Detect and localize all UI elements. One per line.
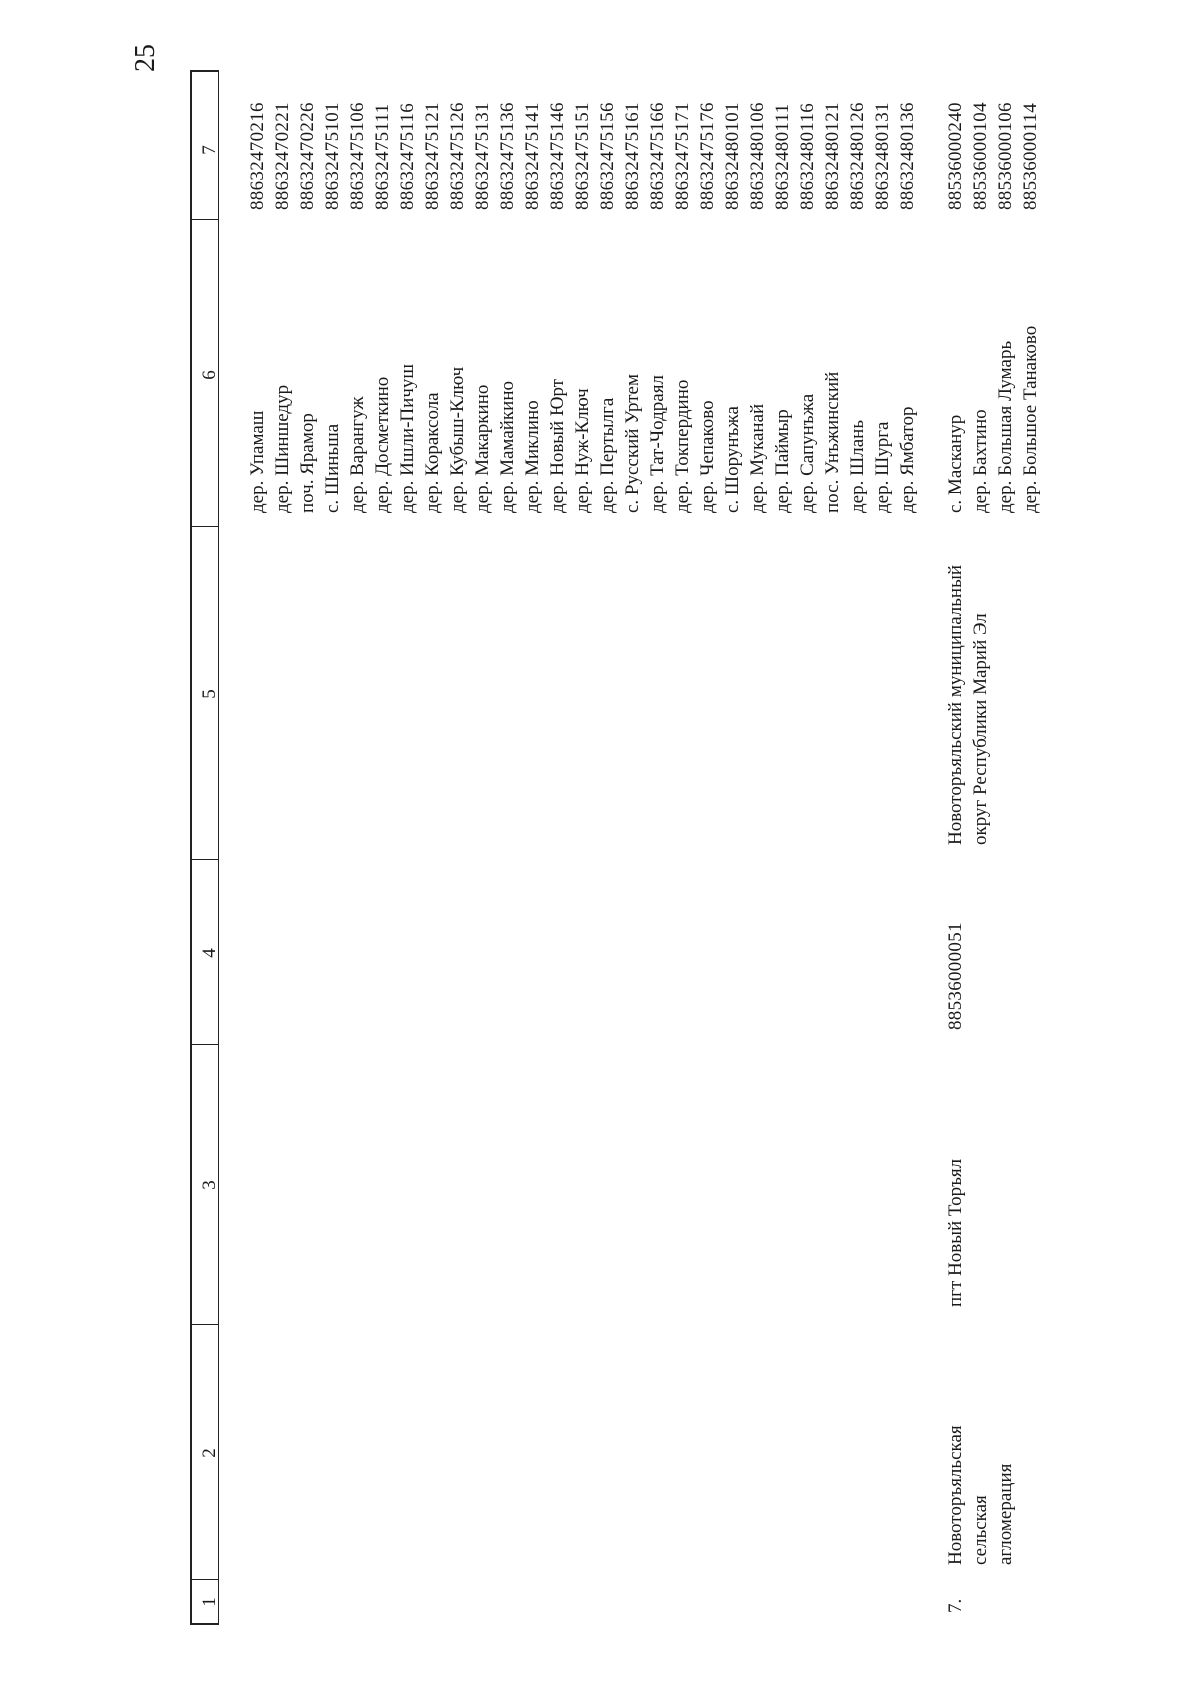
page-number: 25	[130, 44, 161, 72]
header-bottom-border	[218, 70, 219, 1625]
settlement-name: дер. Паймыр	[772, 409, 793, 513]
settlement-code: 88632480131	[872, 102, 893, 210]
col-separator	[190, 70, 218, 72]
settlement-name: дер. Миклино	[522, 400, 543, 513]
settlement-code: 88632475136	[497, 102, 518, 210]
settlement-name: дер. Макаркино	[472, 384, 493, 513]
agglomeration-name-line2: сельская	[970, 1495, 991, 1565]
settlement-name: дер. Большая Лумарь	[995, 340, 1016, 513]
settlement-code: 88632480136	[897, 102, 918, 210]
settlement-code: 88632480126	[847, 102, 868, 210]
settlement-name: дер. Большое Танаково	[1020, 325, 1041, 513]
col-separator	[190, 1044, 218, 1045]
settlement-code: 88536000106	[995, 102, 1016, 210]
settlement-name: дер. Упамаш	[247, 410, 268, 513]
settlement-code: 88632480106	[747, 102, 768, 210]
settlement-name: дер. Муканай	[747, 403, 768, 513]
settlement-code: 88632480101	[722, 102, 743, 210]
settlement-name: дер. Сапунъжа	[797, 393, 818, 513]
agglomeration-name-line1: Новоторъяльская	[945, 1425, 966, 1565]
settlement-code: 88632475131	[472, 102, 493, 210]
column-number-1: 1	[199, 1597, 220, 1607]
settlement-code: 88632475141	[522, 102, 543, 210]
settlement-name: пос. Унъжинский	[822, 371, 843, 513]
settlement-code: 88632475166	[647, 102, 668, 210]
settlement-code: 88632475176	[697, 102, 718, 210]
settlement-code: 88632480121	[822, 102, 843, 210]
settlement-code: 88632480111	[772, 103, 793, 210]
settlement-name: дер. Досметкино	[372, 376, 393, 513]
settlement-code: 88632475106	[347, 102, 368, 210]
settlement-code: 88632470221	[272, 102, 293, 210]
settlement-code: 88632470216	[247, 102, 268, 210]
settlement-code: 88536000240	[945, 102, 966, 210]
row-number: 7.	[945, 1598, 966, 1613]
settlement-code: 88632480116	[797, 102, 818, 210]
col-separator	[190, 1579, 218, 1580]
col-separator	[190, 1623, 218, 1625]
col-separator	[190, 526, 218, 527]
settlement-name: дер. Ямбатор	[897, 406, 918, 513]
settlement-name: дер. Кораксола	[422, 392, 443, 513]
settlement-code: 88632475101	[322, 102, 343, 210]
settlement-code: 88632470226	[297, 102, 318, 210]
settlement-code: 88632475171	[672, 102, 693, 210]
column-number-5: 5	[199, 689, 220, 699]
column-number-6: 6	[199, 370, 220, 380]
column-number-4: 4	[199, 948, 220, 958]
settlement-code: 88632475111	[372, 103, 393, 210]
settlement-name: дер. Чепаково	[697, 400, 718, 513]
rotated-table-page	[199, 70, 1065, 1625]
agglomeration-name-line3: агломерация	[995, 1463, 1016, 1565]
col-separator	[190, 1324, 218, 1325]
table-top-border	[190, 70, 192, 1625]
settlement-code: 88536000114	[1020, 102, 1041, 210]
settlement-name: дер. Нуж-Ключ	[572, 388, 593, 513]
settlement-name: дер. Мамайкино	[497, 381, 518, 513]
settlement-name: дер. Токпердино	[672, 379, 693, 513]
municipality-line2: округ Республики Марий Эл	[970, 613, 991, 845]
settlement-name: дер. Бахтино	[970, 409, 991, 513]
settlement-name: дер. Пертылга	[597, 397, 618, 513]
settlement-code: 88632475151	[572, 102, 593, 210]
settlement-name: поч. Ярамор	[297, 413, 318, 513]
column-number-7: 7	[199, 145, 220, 155]
settlement-code: 88536000104	[970, 102, 991, 210]
settlement-code: 88632475116	[397, 102, 418, 210]
col-separator	[190, 219, 218, 220]
settlement-name: дер. Варангуж	[347, 396, 368, 513]
settlement-name: дер. Кубыш-Ключ	[447, 366, 468, 513]
settlement-name: дер. Шурга	[872, 421, 893, 513]
settlement-code: 88632475146	[547, 102, 568, 210]
settlement-name: дер. Шлань	[847, 419, 868, 513]
settlement-name: дер. Новый Юрт	[547, 378, 568, 513]
center-settlement: пгт Новый Торъял	[945, 1158, 966, 1307]
column-number-2: 2	[199, 1448, 220, 1458]
center-code: 88536000051	[945, 922, 966, 1030]
settlement-name: с. Масканур	[945, 414, 966, 513]
settlement-code: 88632475156	[597, 102, 618, 210]
settlement-name: с. Шорунъжа	[722, 406, 743, 513]
settlement-code: 88632475121	[422, 102, 443, 210]
settlement-name: дер. Тат-Чодраял	[647, 375, 668, 513]
column-number-3: 3	[199, 1180, 220, 1190]
municipality-line1: Новоторъяльский муниципальный	[945, 564, 966, 845]
settlement-name: дер. Ишли-Пичуш	[397, 363, 418, 513]
settlement-name: с. Русский Уртем	[622, 374, 643, 513]
settlement-name: дер. Шиншедур	[272, 384, 293, 513]
col-separator	[190, 859, 218, 860]
settlement-name: с. Шиньша	[322, 423, 343, 513]
settlement-code: 88632475126	[447, 102, 468, 210]
settlement-code: 88632475161	[622, 102, 643, 210]
